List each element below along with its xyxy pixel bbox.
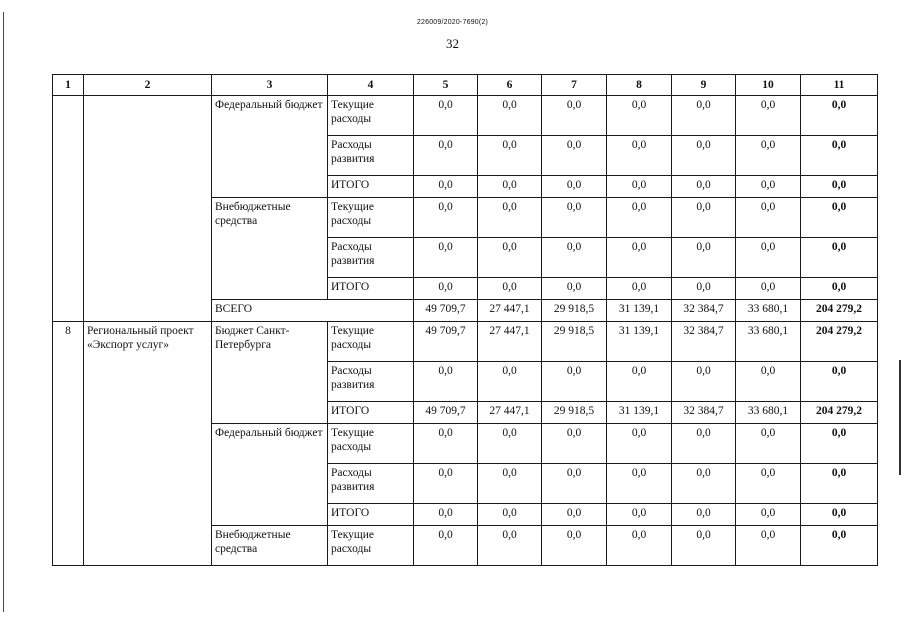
source-cell: Внебюджетные средства (212, 198, 328, 300)
total-cell: 0,0 (801, 278, 878, 300)
total-cell: 0,0 (801, 136, 878, 176)
source-cell: Федеральный бюджет (212, 96, 328, 198)
value-cell: 0,0 (607, 464, 672, 504)
page-number: 32 (446, 36, 459, 51)
value-cell: 0,0 (478, 464, 542, 504)
value-cell: 0,0 (672, 526, 736, 566)
value-cell: 0,0 (478, 504, 542, 526)
value-cell: 0,0 (414, 238, 478, 278)
source-cell: Бюджет Санкт-Петербурга (212, 322, 328, 424)
value-cell: 0,0 (478, 136, 542, 176)
value-cell: 0,0 (607, 198, 672, 238)
header-cell: 5 (414, 75, 478, 96)
value-cell: 0,0 (607, 278, 672, 300)
value-cell: 49 709,7 (414, 402, 478, 424)
value-cell: 0,0 (736, 136, 801, 176)
value-cell: 0,0 (414, 504, 478, 526)
value-cell: 0,0 (542, 136, 607, 176)
expense-type-cell: Текущие расходы (328, 198, 414, 238)
header-cell: 8 (607, 75, 672, 96)
value-cell: 0,0 (542, 238, 607, 278)
value-cell: 49 709,7 (414, 300, 478, 322)
document-id: 226009/2020-7690(2) (416, 19, 489, 26)
value-cell: 31 139,1 (607, 300, 672, 322)
value-cell: 0,0 (414, 198, 478, 238)
value-cell: 0,0 (542, 464, 607, 504)
value-cell: 27 447,1 (478, 402, 542, 424)
value-cell: 32 384,7 (672, 322, 736, 362)
value-cell: 0,0 (672, 362, 736, 402)
value-cell: 0,0 (672, 464, 736, 504)
grand-total-label: ВСЕГО (212, 300, 414, 322)
header-cell: 2 (84, 75, 212, 96)
project-name-cell (84, 96, 212, 322)
value-cell: 0,0 (607, 362, 672, 402)
value-cell: 27 447,1 (478, 300, 542, 322)
value-cell: 0,0 (414, 362, 478, 402)
value-cell: 0,0 (542, 504, 607, 526)
total-cell: 204 279,2 (801, 322, 878, 362)
scan-edge-left (3, 12, 4, 612)
table-row (53, 96, 878, 136)
source-cell: Федеральный бюджет (212, 424, 328, 526)
value-cell: 32 384,7 (672, 300, 736, 322)
expense-type-cell: Расходы развития (328, 464, 414, 504)
value-cell: 0,0 (478, 198, 542, 238)
value-cell: 0,0 (736, 526, 801, 566)
value-cell: 0,0 (607, 504, 672, 526)
value-cell: 0,0 (414, 526, 478, 566)
scan-edge-right (899, 360, 901, 475)
value-cell: 33 680,1 (736, 402, 801, 424)
project-name-cell: Региональный проект «Экспорт услуг» (84, 322, 212, 566)
header-row (53, 75, 878, 96)
value-cell: 0,0 (672, 176, 736, 198)
value-cell: 32 384,7 (672, 402, 736, 424)
value-cell: 33 680,1 (736, 300, 801, 322)
value-cell: 0,0 (736, 424, 801, 464)
total-cell: 204 279,2 (801, 300, 878, 322)
total-cell: 0,0 (801, 96, 878, 136)
value-cell: 0,0 (672, 96, 736, 136)
value-cell: 0,0 (542, 278, 607, 300)
value-cell: 29 918,5 (542, 300, 607, 322)
value-cell: 0,0 (542, 424, 607, 464)
total-cell: 0,0 (801, 464, 878, 504)
value-cell: 0,0 (414, 278, 478, 300)
header-cell: 6 (478, 75, 542, 96)
row-number-cell: 8 (53, 322, 84, 566)
expense-type-cell: ИТОГО (328, 176, 414, 198)
header-cell: 1 (53, 75, 84, 96)
value-cell: 0,0 (542, 198, 607, 238)
total-cell: 0,0 (801, 504, 878, 526)
value-cell: 0,0 (736, 362, 801, 402)
value-cell: 0,0 (736, 96, 801, 136)
value-cell: 0,0 (414, 464, 478, 504)
total-cell: 0,0 (801, 238, 878, 278)
total-cell: 0,0 (801, 424, 878, 464)
source-cell: Внебюджетные средства (212, 526, 328, 566)
total-cell: 0,0 (801, 526, 878, 566)
value-cell: 29 918,5 (542, 402, 607, 424)
value-cell: 0,0 (672, 424, 736, 464)
header-cell: 10 (736, 75, 801, 96)
value-cell: 49 709,7 (414, 322, 478, 362)
expense-type-cell: ИТОГО (328, 402, 414, 424)
expense-type-cell: Расходы развития (328, 362, 414, 402)
total-cell: 0,0 (801, 362, 878, 402)
total-cell: 204 279,2 (801, 402, 878, 424)
value-cell: 0,0 (607, 424, 672, 464)
total-cell: 0,0 (801, 198, 878, 238)
expense-type-cell: ИТОГО (328, 504, 414, 526)
value-cell: 0,0 (478, 238, 542, 278)
value-cell: 29 918,5 (542, 322, 607, 362)
value-cell: 0,0 (542, 362, 607, 402)
value-cell: 0,0 (607, 176, 672, 198)
expense-type-cell: Текущие расходы (328, 526, 414, 566)
value-cell: 0,0 (607, 526, 672, 566)
value-cell: 0,0 (736, 238, 801, 278)
value-cell: 0,0 (542, 526, 607, 566)
value-cell: 0,0 (478, 362, 542, 402)
value-cell: 0,0 (672, 504, 736, 526)
value-cell: 0,0 (672, 136, 736, 176)
header-cell: 4 (328, 75, 414, 96)
value-cell: 0,0 (736, 504, 801, 526)
value-cell: 0,0 (478, 526, 542, 566)
value-cell: 31 139,1 (607, 322, 672, 362)
header-cell: 11 (801, 75, 878, 96)
value-cell: 31 139,1 (607, 402, 672, 424)
total-cell: 0,0 (801, 176, 878, 198)
expense-type-cell: Расходы развития (328, 238, 414, 278)
value-cell: 0,0 (542, 96, 607, 136)
value-cell: 0,0 (736, 198, 801, 238)
header-cell: 3 (212, 75, 328, 96)
row-number-cell (53, 96, 84, 322)
value-cell: 0,0 (736, 278, 801, 300)
value-cell: 0,0 (478, 278, 542, 300)
value-cell: 0,0 (414, 96, 478, 136)
value-cell: 0,0 (414, 176, 478, 198)
value-cell: 0,0 (607, 96, 672, 136)
expense-type-cell: Текущие расходы (328, 322, 414, 362)
value-cell: 0,0 (542, 176, 607, 198)
value-cell: 0,0 (672, 198, 736, 238)
budget-table (52, 74, 878, 566)
header-cell: 7 (542, 75, 607, 96)
value-cell: 27 447,1 (478, 322, 542, 362)
value-cell: 0,0 (736, 176, 801, 198)
value-cell: 0,0 (414, 424, 478, 464)
value-cell: 0,0 (672, 278, 736, 300)
expense-type-cell: ИТОГО (328, 278, 414, 300)
value-cell: 0,0 (414, 136, 478, 176)
expense-type-cell: Текущие расходы (328, 424, 414, 464)
value-cell: 0,0 (478, 176, 542, 198)
value-cell: 0,0 (736, 464, 801, 504)
table-row (53, 322, 878, 362)
value-cell: 33 680,1 (736, 322, 801, 362)
value-cell: 0,0 (478, 96, 542, 136)
expense-type-cell: Расходы развития (328, 136, 414, 176)
expense-type-cell: Текущие расходы (328, 96, 414, 136)
value-cell: 0,0 (478, 424, 542, 464)
value-cell: 0,0 (672, 238, 736, 278)
header-cell: 9 (672, 75, 736, 96)
value-cell: 0,0 (607, 238, 672, 278)
value-cell: 0,0 (607, 136, 672, 176)
